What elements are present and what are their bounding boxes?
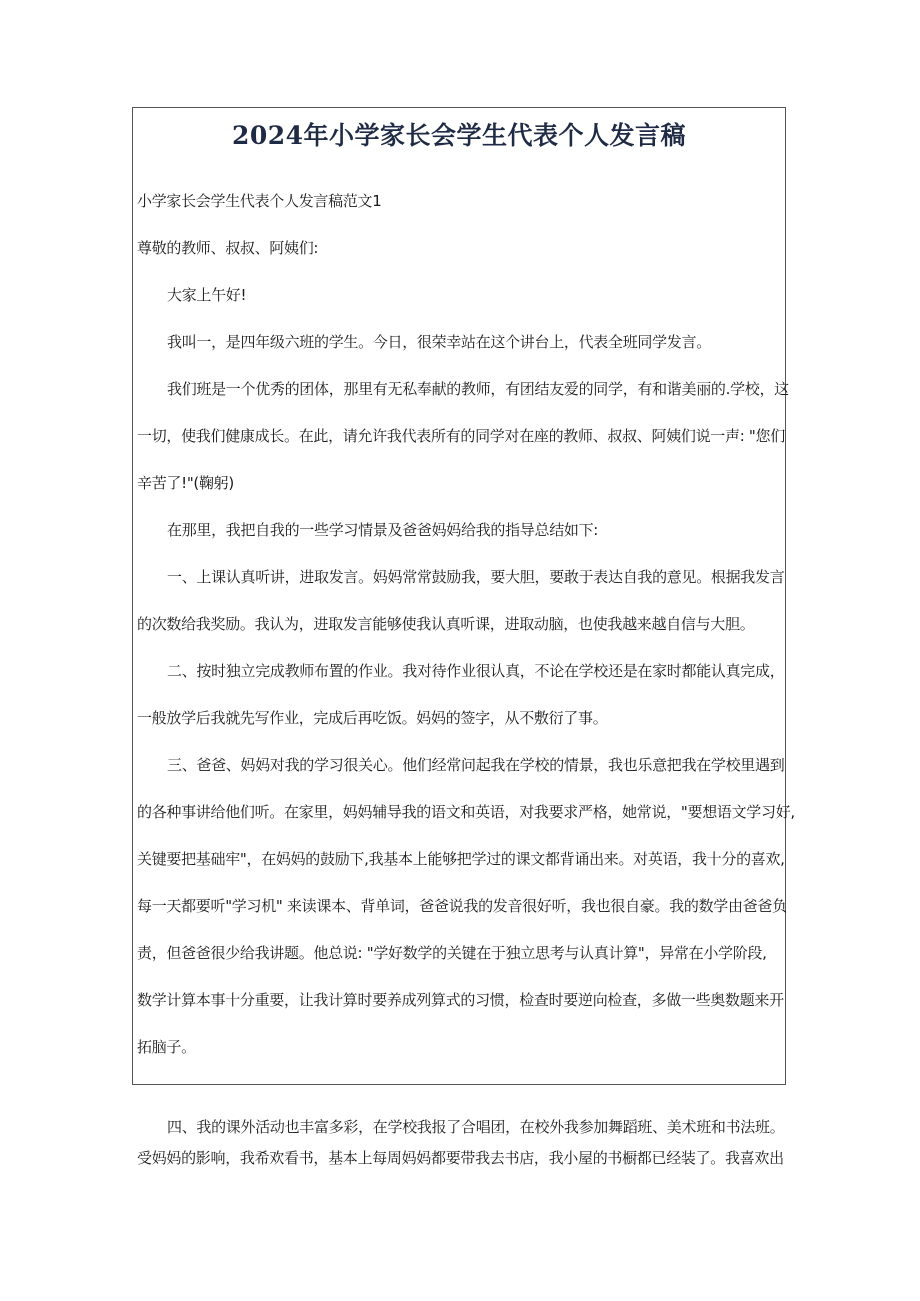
- greeting: 大家上午好!: [167, 286, 247, 304]
- paragraph-point-3-line-1: 三、爸爸、妈妈对我的学习很关心。他们经常问起我在学校的情景，我也乐意把我在学校里遇到: [167, 756, 785, 774]
- salutation: 尊敬的教师、叔叔、阿姨们:: [137, 239, 319, 257]
- paragraph-point-2-line-1: 二、按时独立完成教师布置的作业。我对待作业很认真，不论在学校还是在家时都能认真完成，: [167, 662, 785, 680]
- paragraph-point-1-line-1: 一、上课认真听讲，进取发言。妈妈常常鼓励我，要大胆，要敢于表达自我的意见。根据我发言: [167, 568, 785, 586]
- paragraph-point-3-line-2: 的各种事讲给他们听。在家里，妈妈辅导我的语文和英语，对我要求严格，她常说，"要想语文学习好,: [137, 803, 795, 821]
- document-continuation: [137, 1112, 787, 1174]
- page-title: 2024年小学家长会学生代表个人发言稿: [231, 121, 687, 150]
- paragraph-class-line-2: 一切，使我们健康成长。在此，请允许我代表所有的同学对在座的教师、叔叔、阿姨们说一声: "您们: [137, 427, 785, 445]
- paragraph-point-3-line-6: 数学计算本事十分重要，让我计算时要养成列算式的习惯，检查时要逆向检查，多做一些奥数题来开: [137, 991, 784, 1009]
- paragraph-point-3-line-3: 关键要把基础牢"，在妈妈的鼓励下,我基本上能够把学过的课文都背诵出来。对英语，我十分的喜欢,: [137, 850, 785, 868]
- paragraph-point-1-line-2: 的次数给我奖励。我认为，进取发言能够使我认真听课，进取动脑，也使我越来越自信与大胆。: [137, 615, 755, 633]
- paragraph-class-line-1: 我们班是一个优秀的团体，那里有无私奉献的教师，有团结友爱的同学，有和谐美丽的.学校，这: [167, 380, 789, 398]
- section-heading: 小学家长会学生代表个人发言稿范文1: [137, 192, 382, 210]
- paragraph-summary: 在那里，我把自我的一些学习情景及爸爸妈妈给我的指导总结如下:: [167, 521, 599, 539]
- document-body: [137, 186, 795, 1063]
- paragraph-point-4-line-1: 四、我的课外活动也丰富多彩，在学校我报了合唱团，在校外我参加舞蹈班、美术班和书法班。: [167, 1118, 785, 1136]
- paragraph-point-3-line-4: 每一天都要听"学习机" 来读课本、背单词，爸爸说我的发音很好听，我也很自豪。我的数学由爸爸负: [137, 897, 787, 915]
- paragraph-intro: 我叫一，是四年级六班的学生。今日，很荣幸站在这个讲台上，代表全班同学发言。: [167, 333, 711, 351]
- paragraph-point-3-line-5: 责，但爸爸很少给我讲题。他总说: "学好数学的关键在于独立思考与认真计算"，异常在小学阶段,: [137, 944, 767, 962]
- paragraph-class-line-3: 辛苦了!"(鞠躬): [137, 474, 234, 492]
- paragraph-point-3-line-7: 拓脑子。: [137, 1038, 196, 1056]
- paragraph-point-2-line-2: 一般放学后我就先写作业，完成后再吃饭。妈妈的签字，从不敷衍了事。: [137, 709, 608, 727]
- paragraph-point-4-line-2: 受妈妈的影响，我希欢看书，基本上每周妈妈都要带我去书店，我小屋的书橱都已经装了。我喜欢出: [137, 1149, 784, 1167]
